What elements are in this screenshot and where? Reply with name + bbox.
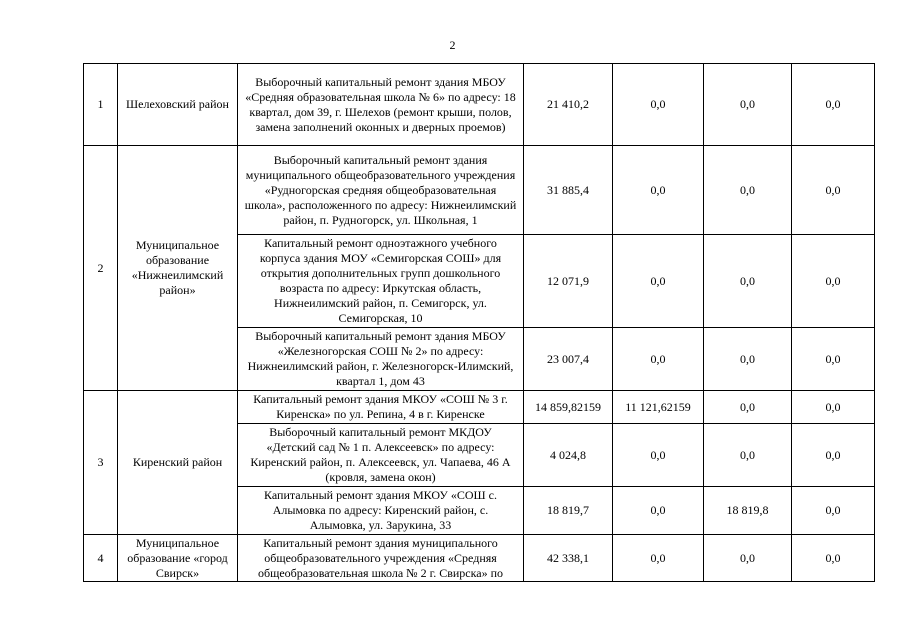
amount-total: 12 071,9 <box>524 235 613 328</box>
project-description: Выборочный капитальный ремонт здания муниципального общеобразовательного учреждения «Рудногорская средняя общеобразовательная школа», расположенного по адресу: Нижнеилимский район, п. Рудногорск, ул. Школьная, 1 <box>238 146 524 235</box>
amount-col-2: 0,0 <box>613 487 704 535</box>
amount-col-3: 0,0 <box>704 235 792 328</box>
amount-col-2: 0,0 <box>613 146 704 235</box>
amount-total: 23 007,4 <box>524 328 613 391</box>
table-row <box>84 535 875 582</box>
amount-col-4: 0,0 <box>792 328 875 391</box>
project-description: Капитальный ремонт здания МКОУ «СОШ с. Алымовка по адресу: Киренский район, с. Алымовка, ул. Зарукина, 33 <box>238 487 524 535</box>
row-number: 2 <box>84 146 118 391</box>
table-row <box>84 391 875 424</box>
project-description: Капитальный ремонт здания МКОУ «СОШ № 3 г. Киренска» по ул. Репина, 4 в г. Киренске <box>238 391 524 424</box>
amount-col-3: 0,0 <box>704 535 792 582</box>
page-number: 2 <box>449 38 456 52</box>
amount-total: 4 024,8 <box>524 424 613 487</box>
financing-table <box>83 63 875 582</box>
amount-col-2: 11 121,62159 <box>613 391 704 424</box>
project-description: Выборочный капитальный ремонт здания МБОУ «Средняя образовательная школа № 6» по адресу: 18 квартал, дом 39, г. Шелехов (ремонт крыши, полов, замена заполнений оконных и дверных проемов) <box>238 64 524 146</box>
district-name: Киренский район <box>118 391 238 535</box>
row-number: 4 <box>84 535 118 582</box>
amount-col-4: 0,0 <box>792 391 875 424</box>
amount-total: 18 819,7 <box>524 487 613 535</box>
amount-col-2: 0,0 <box>613 235 704 328</box>
project-description <box>238 535 524 582</box>
district-name: Муниципальное образование «Нижнеилимский район» <box>118 146 238 391</box>
amount-total: 42 338,1 <box>524 535 613 582</box>
amount-col-3: 0,0 <box>704 328 792 391</box>
row-number: 1 <box>84 64 118 146</box>
table-row <box>84 146 875 235</box>
amount-col-4: 0,0 <box>792 535 875 582</box>
amount-total: 14 859,82159 <box>524 391 613 424</box>
project-description: Выборочный капитальный ремонт здания МБОУ «Железногорская СОШ № 2» по адресу: Нижнеилимский район, г. Железногорск-Илимский, квартал 1, дом 43 <box>238 328 524 391</box>
district-name-text: Муниципальное образование «город Свирск» <box>127 536 228 580</box>
amount-col-3: 0,0 <box>704 424 792 487</box>
amount-col-3: 0,0 <box>704 146 792 235</box>
project-description: Выборочный капитальный ремонт МКДОУ «Детский сад № 1 п. Алексеевск» по адресу: Киренский район, п. Алексеевск, ул. Чапаева, 46 А (кровля, замена окон) <box>238 424 524 487</box>
amount-col-4: 0,0 <box>792 424 875 487</box>
amount-col-3: 0,0 <box>704 64 792 146</box>
amount-col-4: 0,0 <box>792 146 875 235</box>
amount-col-2: 0,0 <box>613 64 704 146</box>
district-name <box>118 535 238 582</box>
amount-col-4: 0,0 <box>792 487 875 535</box>
amount-col-2: 0,0 <box>613 328 704 391</box>
table-row <box>84 64 875 146</box>
district-name: Шелеховский район <box>118 64 238 146</box>
amount-total: 31 885,4 <box>524 146 613 235</box>
project-description-text: Капитальный ремонт здания муниципального общеобразовательного учреждения «Средняя общеобразовательная школа № 2 г. Свирска» по <box>257 536 504 580</box>
amount-total: 21 410,2 <box>524 64 613 146</box>
amount-col-4: 0,0 <box>792 235 875 328</box>
row-number: 3 <box>84 391 118 535</box>
amount-col-4: 0,0 <box>792 64 875 146</box>
amount-col-2: 0,0 <box>613 424 704 487</box>
amount-col-3: 18 819,8 <box>704 487 792 535</box>
amount-col-2: 0,0 <box>613 535 704 582</box>
amount-col-3: 0,0 <box>704 391 792 424</box>
project-description: Капитальный ремонт одноэтажного учебного корпуса здания МОУ «Семигорская СОШ» для открытия дополнительных групп дошкольного возраста по адресу: Иркутская область, Нижнеилимский район, п. Семигорск, ул. Семигорская, 10 <box>238 235 524 328</box>
